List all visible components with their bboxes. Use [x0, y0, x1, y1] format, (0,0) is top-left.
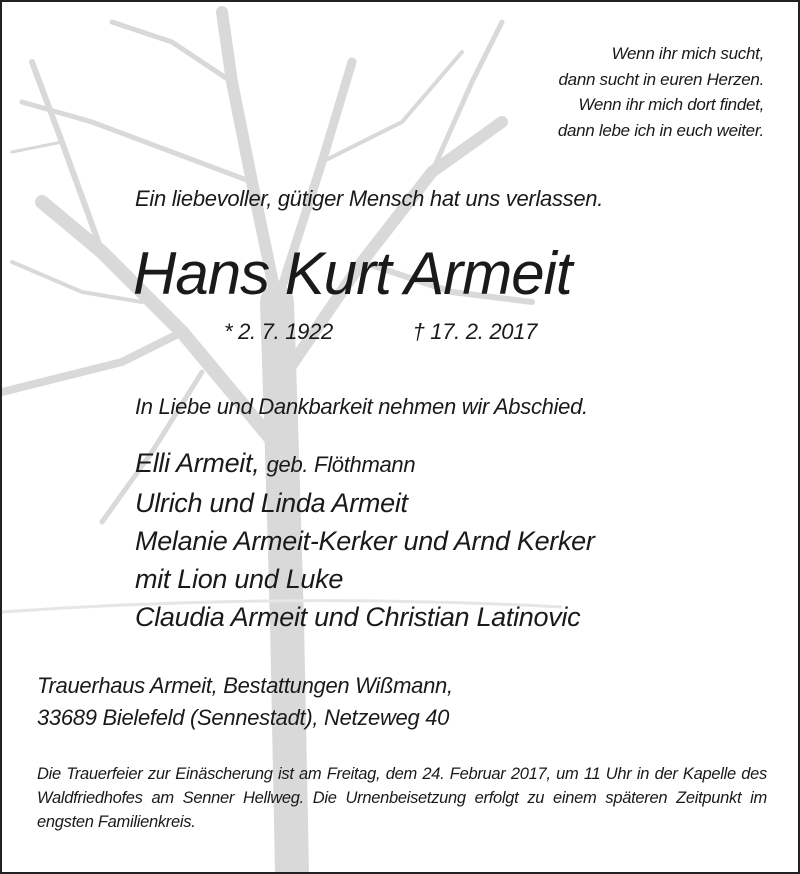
funeral-home-address: 33689 Bielefeld (Sennestadt), Netzeweg 40	[37, 705, 450, 730]
poem-line: Wenn ihr mich sucht,	[611, 44, 764, 63]
family-line: Ulrich und Linda Armeit	[135, 488, 408, 518]
death-date: † 17. 2. 2017	[412, 319, 538, 344]
family-line: mit Lion und Luke	[135, 564, 344, 594]
family-list	[135, 444, 595, 636]
intro-text: Ein liebevoller, gütiger Mensch hat uns verlassen.	[135, 186, 604, 211]
poem-line: dann sucht in euren Herzen.	[558, 69, 764, 89]
family-line: Claudia Armeit und Christian Latinovic	[135, 602, 581, 632]
family-line: Melanie Armeit-Kerker und Arnd Kerker	[135, 526, 595, 556]
funeral-home	[37, 670, 453, 734]
family-name: Elli Armeit,	[135, 448, 260, 478]
poem-line: dann lebe ich in euch weiter.	[557, 120, 764, 140]
birth-date: * 2. 7. 1922	[224, 319, 333, 344]
poem-line: Wenn ihr mich dort findet,	[578, 95, 764, 114]
tree-illustration	[2, 2, 562, 872]
maiden-name: geb. Flöthmann	[266, 452, 416, 477]
life-dates	[224, 319, 537, 345]
funeral-home-line: Trauerhaus Armeit, Bestattungen Wißmann,	[37, 673, 453, 698]
family-line	[135, 444, 595, 484]
poem	[558, 41, 764, 143]
farewell-text: In Liebe und Dankbarkeit nehmen wir Abschied.	[135, 394, 588, 419]
funeral-notice: Die Trauerfeier zur Einäscherung ist am Freitag, dem 24. Februar 2017, um 11 Uhr in der Kapelle des Waldfriedhofes am Senner Hellweg. Die Urnenbeisetzung erfolgt zu einem späteren Zeitpunkt im engsten Familienkreis.	[37, 765, 767, 831]
deceased-name: Hans Kurt Armeit	[133, 240, 572, 307]
